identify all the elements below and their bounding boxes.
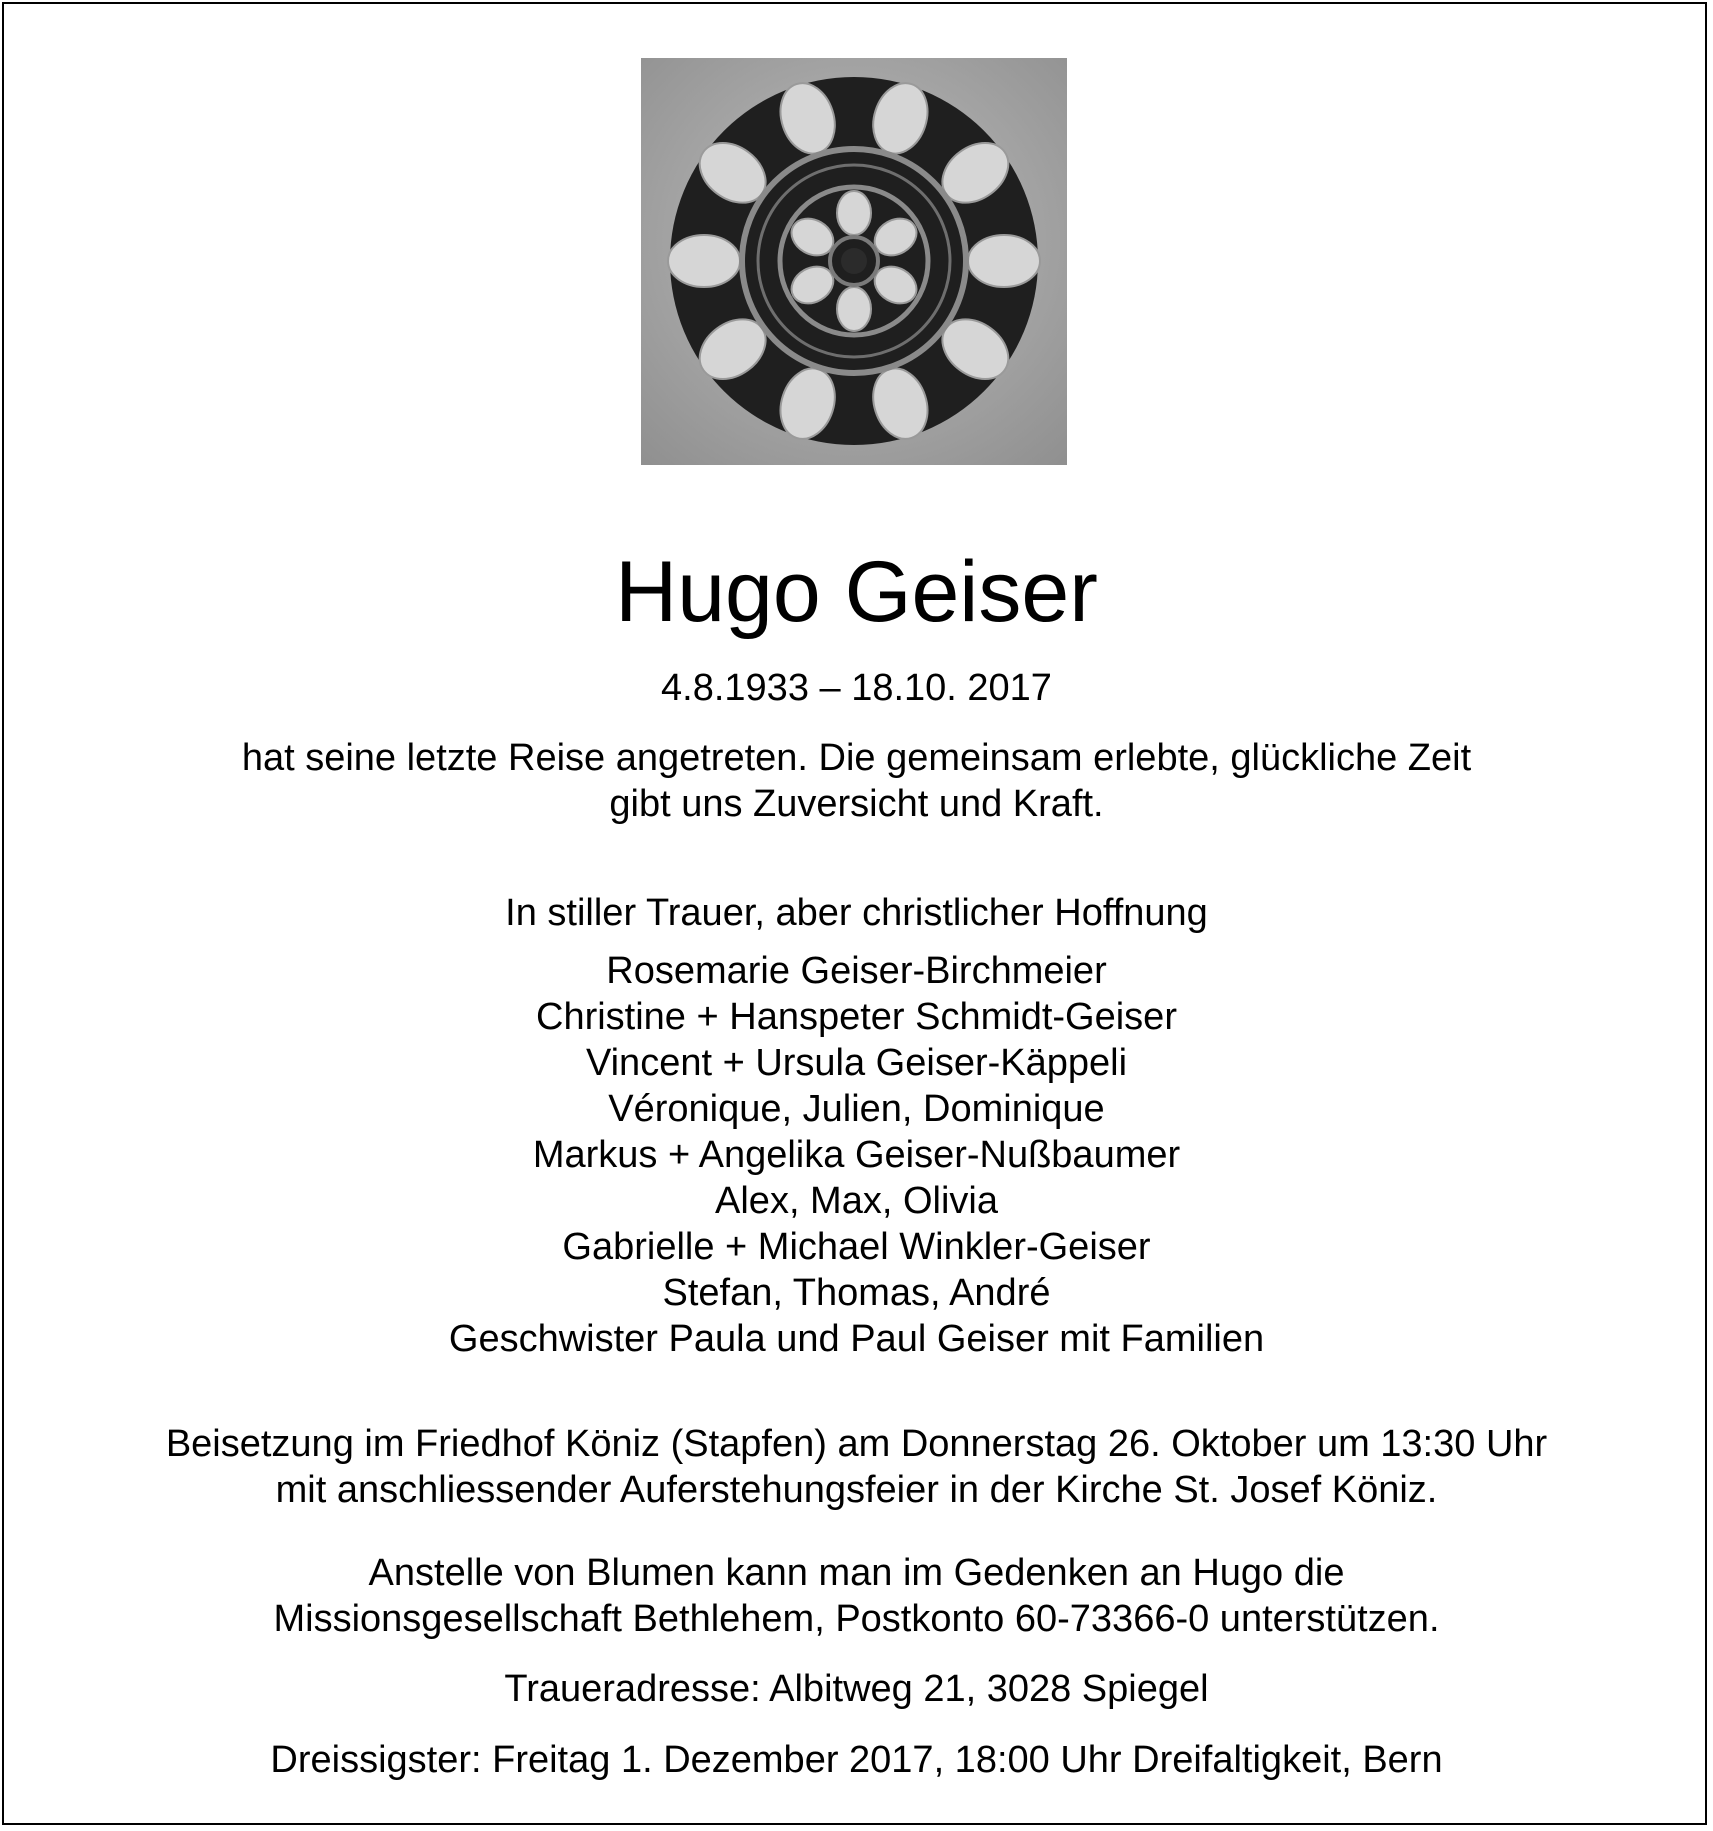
inner-petal — [837, 191, 871, 235]
burial-line-1: Beisetzung im Friedhof Köniz (Stapfen) am Donnerstag 26. Oktober um 13:30 Uhr — [165, 1423, 1548, 1465]
mourner-line: Vincent + Ursula Geiser-Käppeli — [585, 1042, 1128, 1084]
donation-line-1: Anstelle von Blumen kann man im Gedenken an Hugo die — [368, 1552, 1345, 1594]
outer-petal — [668, 235, 740, 287]
mourner-line: Gabrielle + Michael Winkler-Geiser — [562, 1226, 1151, 1268]
rosette-emblem-image — [641, 58, 1067, 465]
center-hole — [841, 248, 867, 274]
outer-petal — [968, 235, 1040, 287]
thirtieth-day-service: Dreissigster: Freitag 1. Dezember 2017, 18:00 Uhr Dreifaltigkeit, Bern — [270, 1739, 1443, 1781]
mourner-line: Geschwister Paula und Paul Geiser mit Familien — [448, 1318, 1265, 1360]
donation-line-2: Missionsgesellschaft Bethlehem, Postkonto 60-73366-0 unterstützen. — [273, 1598, 1440, 1640]
mourning-heading: In stiller Trauer, aber christlicher Hoffnung — [505, 892, 1208, 934]
intro-line-2: gibt uns Zuversicht und Kraft. — [609, 783, 1104, 825]
intro-line-1: hat seine letzte Reise angetreten. Die gemeinsam erlebte, glückliche Zeit — [241, 737, 1472, 779]
mourner-line: Véronique, Julien, Dominique — [608, 1088, 1105, 1130]
mourner-line: Alex, Max, Olivia — [715, 1180, 998, 1222]
mourner-line: Markus + Angelika Geiser-Nußbaumer — [532, 1134, 1181, 1176]
mourner-line: Stefan, Thomas, André — [662, 1272, 1051, 1314]
life-dates: 4.8.1933 – 18.10. 2017 — [661, 667, 1052, 709]
burial-line-2: mit anschliessender Auferstehungsfeier in der Kirche St. Josef Köniz. — [275, 1469, 1438, 1511]
funeral-address: Traueradresse: Albitweg 21, 3028 Spiegel — [504, 1668, 1209, 1710]
inner-petal — [837, 287, 871, 331]
deceased-name: Hugo Geiser — [615, 544, 1098, 640]
mourner-line: Rosemarie Geiser-Birchmeier — [606, 950, 1107, 992]
mourner-line: Christine + Hanspeter Schmidt-Geiser — [536, 996, 1177, 1038]
